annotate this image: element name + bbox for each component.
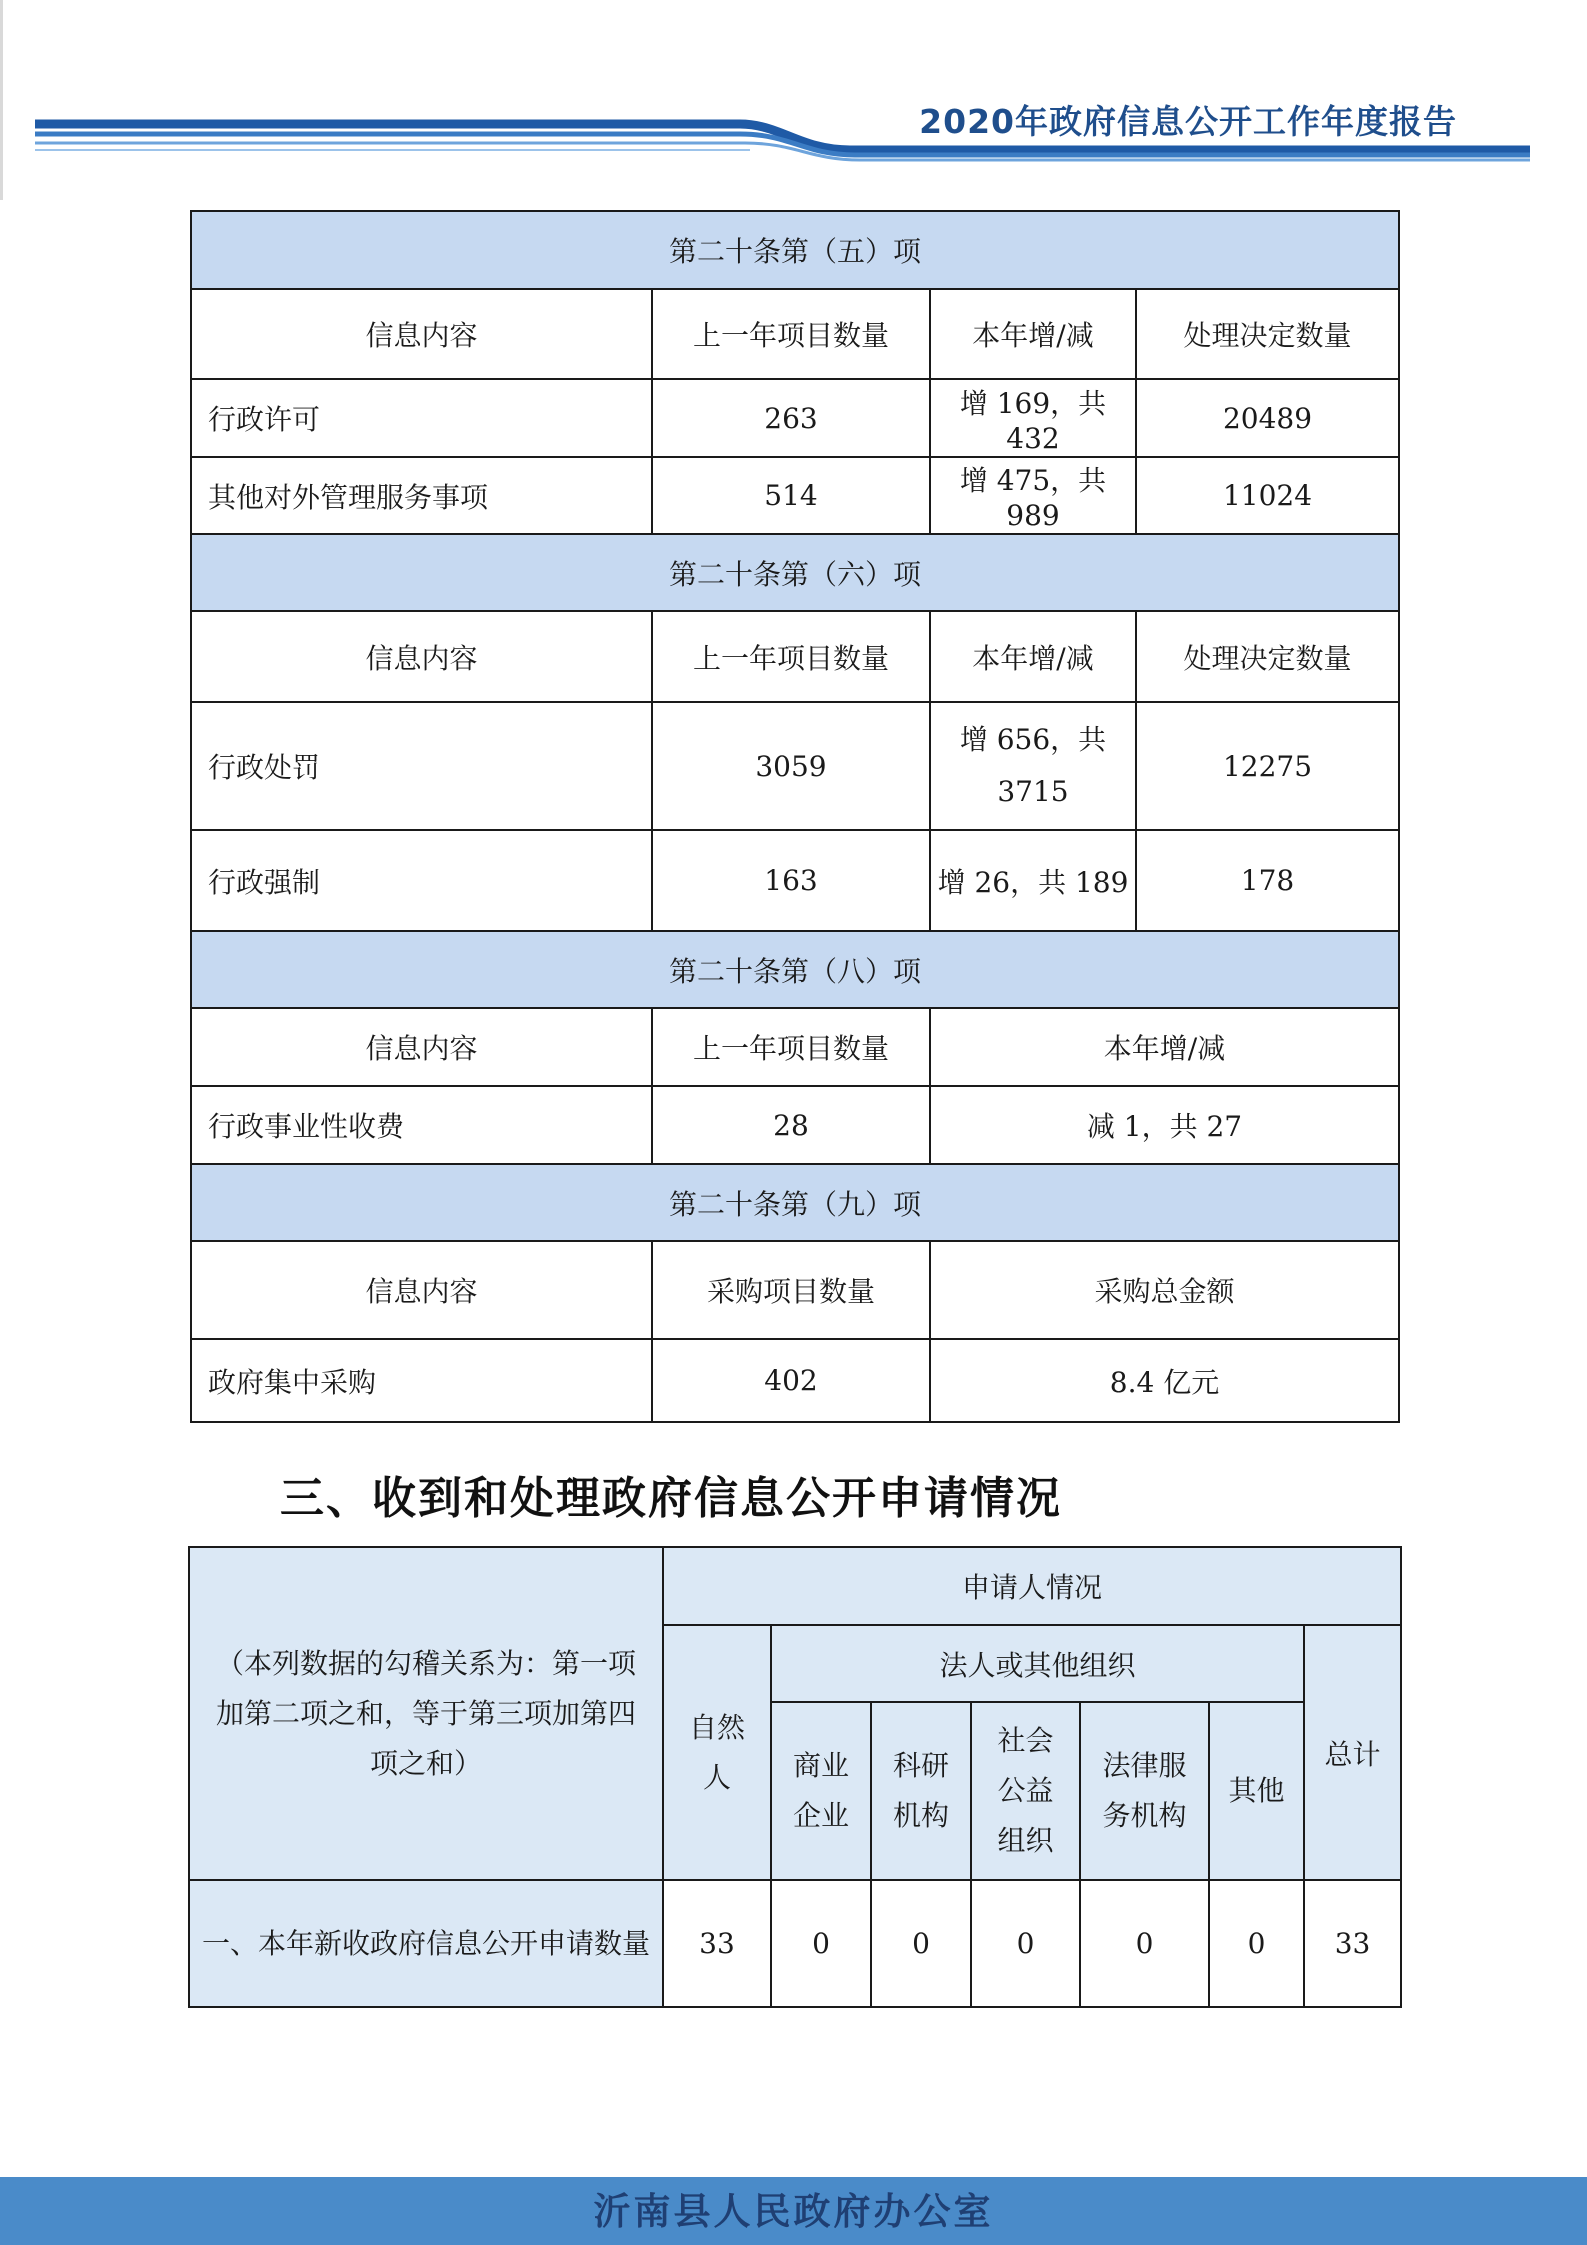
column-header: 上一年项目数量 bbox=[652, 611, 930, 702]
org-type-label: 社会公益组织 bbox=[997, 1724, 1054, 1857]
column-header: 信息内容 bbox=[191, 1241, 652, 1339]
legal-org-header: 法人或其他组织 bbox=[771, 1625, 1304, 1702]
column-header: 本年增/减 bbox=[930, 1008, 1399, 1086]
org-type-label: 法律服务机构 bbox=[1102, 1749, 1187, 1832]
value-cell: 33 bbox=[663, 1880, 771, 2007]
change-value: 增 169，共 432 bbox=[930, 379, 1136, 457]
disclosure-table bbox=[190, 210, 1400, 1423]
row-label: 一、本年新收政府信息公开申请数量 bbox=[189, 1880, 663, 2007]
change-value: 增 26，共 189 bbox=[930, 830, 1136, 931]
section-title: 第二十条第（六）项 bbox=[191, 534, 1399, 611]
row-label: 政府集中采购 bbox=[191, 1339, 652, 1422]
footer-band bbox=[0, 2177, 1587, 2245]
column-header: 处理决定数量 bbox=[1136, 611, 1399, 702]
prev-count: 28 bbox=[652, 1086, 930, 1164]
row-label: 行政强制 bbox=[191, 830, 652, 931]
column-header: 本年增/减 bbox=[930, 289, 1136, 379]
report-header-title: 2020年政府信息公开工作年度报告 bbox=[919, 102, 1457, 141]
row-label: 其他对外管理服务事项 bbox=[191, 457, 652, 534]
column-header: 上一年项目数量 bbox=[652, 1008, 930, 1086]
decision-count: 12275 bbox=[1136, 702, 1399, 830]
column-header: 采购总金额 bbox=[930, 1241, 1399, 1339]
purchase-count: 402 bbox=[652, 1339, 930, 1422]
column-header: 上一年项目数量 bbox=[652, 289, 930, 379]
value-cell: 33 bbox=[1304, 1880, 1401, 2007]
total-header: 总计 bbox=[1304, 1625, 1401, 1880]
section-title: 第二十条第（五）项 bbox=[191, 211, 1399, 289]
row-label: 行政事业性收费 bbox=[191, 1086, 652, 1164]
section-title: 第二十条第（九）项 bbox=[191, 1164, 1399, 1241]
org-type-label: 商业企业 bbox=[792, 1749, 849, 1832]
application-table bbox=[188, 1546, 1402, 2008]
column-header: 信息内容 bbox=[191, 611, 652, 702]
column-header: 本年增/减 bbox=[930, 611, 1136, 702]
prev-count: 263 bbox=[652, 379, 930, 457]
value-cell: 0 bbox=[1080, 1880, 1209, 2007]
decision-count: 11024 bbox=[1136, 457, 1399, 534]
change-value: 增 475，共 989 bbox=[930, 457, 1136, 534]
org-type-header bbox=[1080, 1702, 1209, 1880]
row-label: 行政处罚 bbox=[191, 702, 652, 830]
org-type-header bbox=[771, 1702, 871, 1880]
column-header: 信息内容 bbox=[191, 289, 652, 379]
column-header: 处理决定数量 bbox=[1136, 289, 1399, 379]
purchase-amount: 8.4 亿元 bbox=[930, 1339, 1399, 1422]
value-cell: 0 bbox=[771, 1880, 871, 2007]
decision-count: 178 bbox=[1136, 830, 1399, 931]
decision-count: 20489 bbox=[1136, 379, 1399, 457]
header-decoration bbox=[0, 0, 1587, 170]
note-cell: （本列数据的勾稽关系为：第一项加第二项之和，等于第三项加第四项之和） bbox=[189, 1547, 663, 1880]
org-type-label: 科研机构 bbox=[892, 1749, 949, 1832]
section-heading: 三、收到和处理政府信息公开申请情况 bbox=[280, 1473, 1062, 1524]
natural-person-header bbox=[663, 1625, 771, 1880]
change-line: 增 656，共 bbox=[959, 723, 1107, 756]
change-line: 3715 bbox=[997, 775, 1069, 808]
section-title: 第二十条第（八）项 bbox=[191, 931, 1399, 1008]
change-value bbox=[930, 702, 1136, 830]
value-cell: 0 bbox=[971, 1880, 1080, 2007]
row-label: 行政许可 bbox=[191, 379, 652, 457]
column-header: 信息内容 bbox=[191, 1008, 652, 1086]
prev-count: 3059 bbox=[652, 702, 930, 830]
change-value: 减 1，共 27 bbox=[930, 1086, 1399, 1164]
prev-count: 163 bbox=[652, 830, 930, 931]
natural-person-label: 自然人 bbox=[689, 1710, 746, 1794]
org-type-header bbox=[971, 1702, 1080, 1880]
footer-text: 沂南县人民政府办公室 bbox=[593, 2189, 994, 2233]
value-cell: 0 bbox=[1209, 1880, 1304, 2007]
org-type-label: 其他 bbox=[1228, 1774, 1285, 1807]
prev-count: 514 bbox=[652, 457, 930, 534]
org-type-header bbox=[1209, 1702, 1304, 1880]
applicant-header: 申请人情况 bbox=[663, 1547, 1401, 1625]
column-header: 采购项目数量 bbox=[652, 1241, 930, 1339]
value-cell: 0 bbox=[871, 1880, 971, 2007]
org-type-header bbox=[871, 1702, 971, 1880]
